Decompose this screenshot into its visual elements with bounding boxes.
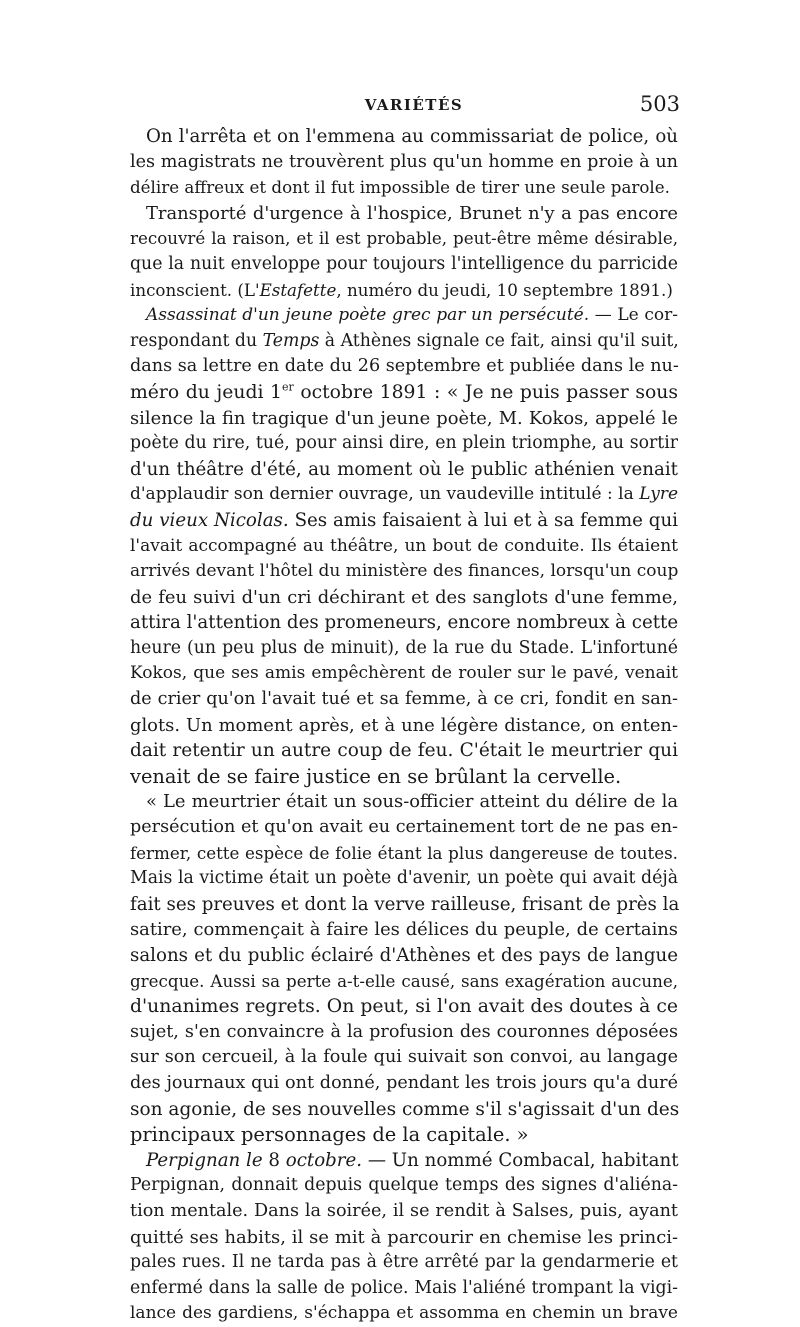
text-line: quitté ses habits, il se mit à parcourir en chemise les princi-: [130, 1226, 678, 1248]
text-line: d'applaudir son dernier ouvrage, un vaudeville intitulé : la Lyre: [130, 484, 678, 505]
text-line: salons et du public éclairé d'Athènes et des pays de langue: [130, 945, 678, 966]
text-line: du vieux Nicolas. Ses amis faisaient à lui et à sa femme qui: [130, 509, 678, 531]
text-line: délire affreux et dont il fut impossible de tirer une seule parole.: [130, 177, 670, 198]
text-line: heure (un peu plus de minuit), de la rue du Stade. L'infortuné: [130, 637, 678, 658]
text-line: respondant du Temps à Athènes signale ce fait, ainsi qu'il suit,: [130, 330, 679, 351]
text-line: dait retentir un autre coup de feu. C'était le meurtrier qui: [130, 740, 678, 762]
text-line: Perpignan, donnait depuis quelque temps des signes d'aliéna-: [130, 1175, 678, 1196]
text-line: principaux personnages de la capitale. »: [130, 1123, 529, 1147]
text-line: Kokos, que ses amis empêchèrent de rouler sur le pavé, venait: [130, 663, 678, 684]
text-line: attira l'attention des promeneurs, encore nombreux à cette: [130, 612, 679, 634]
text-line: arrivés devant l'hôtel du ministère des finances, lorsqu'un coup: [130, 561, 679, 582]
text-line: de crier qu'on l'avait tué et sa femme, à ce cri, fondit en san-: [130, 689, 678, 710]
text-line: grecque. Aussi sa perte a-t-elle causé, sans exagération aucune,: [130, 970, 678, 991]
text-line: enfermé dans la salle de police. Mais l'aliéné trompant la vigi-: [130, 1277, 678, 1298]
text-line: de feu suivi d'un cri déchirant et des sanglots d'une femme,: [130, 586, 678, 608]
text-line: tion mentale. Dans la soirée, il se rendit à Salses, puis, ayant: [130, 1200, 678, 1221]
text-line: fait ses preuves et dont la verve railleuse, frisant de près la: [130, 893, 680, 915]
section-heading: Assassinat d'un jeune poète grec par un persécuté.: [146, 305, 590, 326]
text-line: sujet, s'en convaincre à la profusion des couronnes déposées: [130, 1021, 678, 1042]
text-line: Mais la victime était un poète d'avenir, un poète qui avait déjà: [130, 868, 678, 889]
text-line: Transporté d'urgence à l'hospice, Brunet n'y a pas encore: [146, 202, 678, 224]
text-line: que la nuit enveloppe pour toujours l'intelligence du parricide: [130, 253, 678, 274]
text-line: venait de se faire justice en se brûlant la cervelle.: [130, 764, 622, 788]
text-line: l'avait accompagné au théâtre, un bout de conduite. Ils étaient: [130, 535, 678, 556]
text-line: d'un théâtre d'été, au moment où le public athénien venait: [130, 458, 678, 480]
body-text: [130, 124, 678, 1327]
text-line: silence la fin tragique d'un jeune poète, M. Kokos, appelé le: [130, 407, 678, 429]
text-line: lance des gardiens, s'échappa et assomma en chemin un brave: [130, 1303, 678, 1324]
text-line: pales rues. Il ne tarda pas à être arrêté par la gendarmerie et: [130, 1252, 678, 1273]
text-line: Perpignan le 8 octobre. — Un nommé Combacal, habitant: [146, 1149, 679, 1171]
text-line: fermer, cette espèce de folie étant la plus dangereuse de toutes.: [130, 842, 678, 863]
text-line: son agonie, de ses nouvelles comme s'il s'agissait d'un des: [130, 1098, 680, 1120]
text-line: glots. Un moment après, et à une légère distance, on enten-: [130, 714, 678, 736]
page-header: [148, 92, 680, 122]
page-number: 503: [639, 92, 680, 116]
text-line: méro du jeudi 1er octobre 1891 : « Je ne puis passer sous: [130, 380, 678, 403]
running-title: VARIÉTÉS: [364, 96, 464, 114]
text-line: persécution et qu'on avait eu certainement tort de ne pas en-: [130, 817, 678, 838]
text-line: recouvré la raison, et il est probable, peut-être même désirable,: [130, 228, 678, 249]
text-line: sur son cercueil, à la foule qui suivait son convoi, au langage: [130, 1047, 678, 1068]
section-heading: Perpignan le: [146, 1149, 263, 1171]
text-line: On l'arrêta et on l'emmena au commissariat de police, où: [146, 126, 678, 147]
text-line: les magistrats ne trouvèrent plus qu'un homme en proie à un: [130, 151, 678, 172]
text-line: « Le meurtrier était un sous-officier atteint du délire de la: [146, 791, 678, 813]
text-line: d'unanimes regrets. On peut, si l'on avait des doutes à ce: [130, 996, 678, 1018]
text-line: satire, commençait à faire les délices du peuple, de certains: [130, 919, 678, 941]
text-line: dans sa lettre en date du 26 septembre et publiée dans le nu-: [130, 356, 679, 377]
text-line: des journaux qui ont donné, pendant les trois jours qu'a duré: [130, 1072, 678, 1093]
text-line: poète du rire, tué, pour ainsi dire, en plein triomphe, au sortir: [130, 433, 678, 454]
text-line: Assassinat d'un jeune poète grec par un persécuté. — Le cor-: [146, 305, 679, 326]
text-line: inconscient. (L'Estafette, numéro du jeudi, 10 septembre 1891.): [130, 279, 673, 300]
